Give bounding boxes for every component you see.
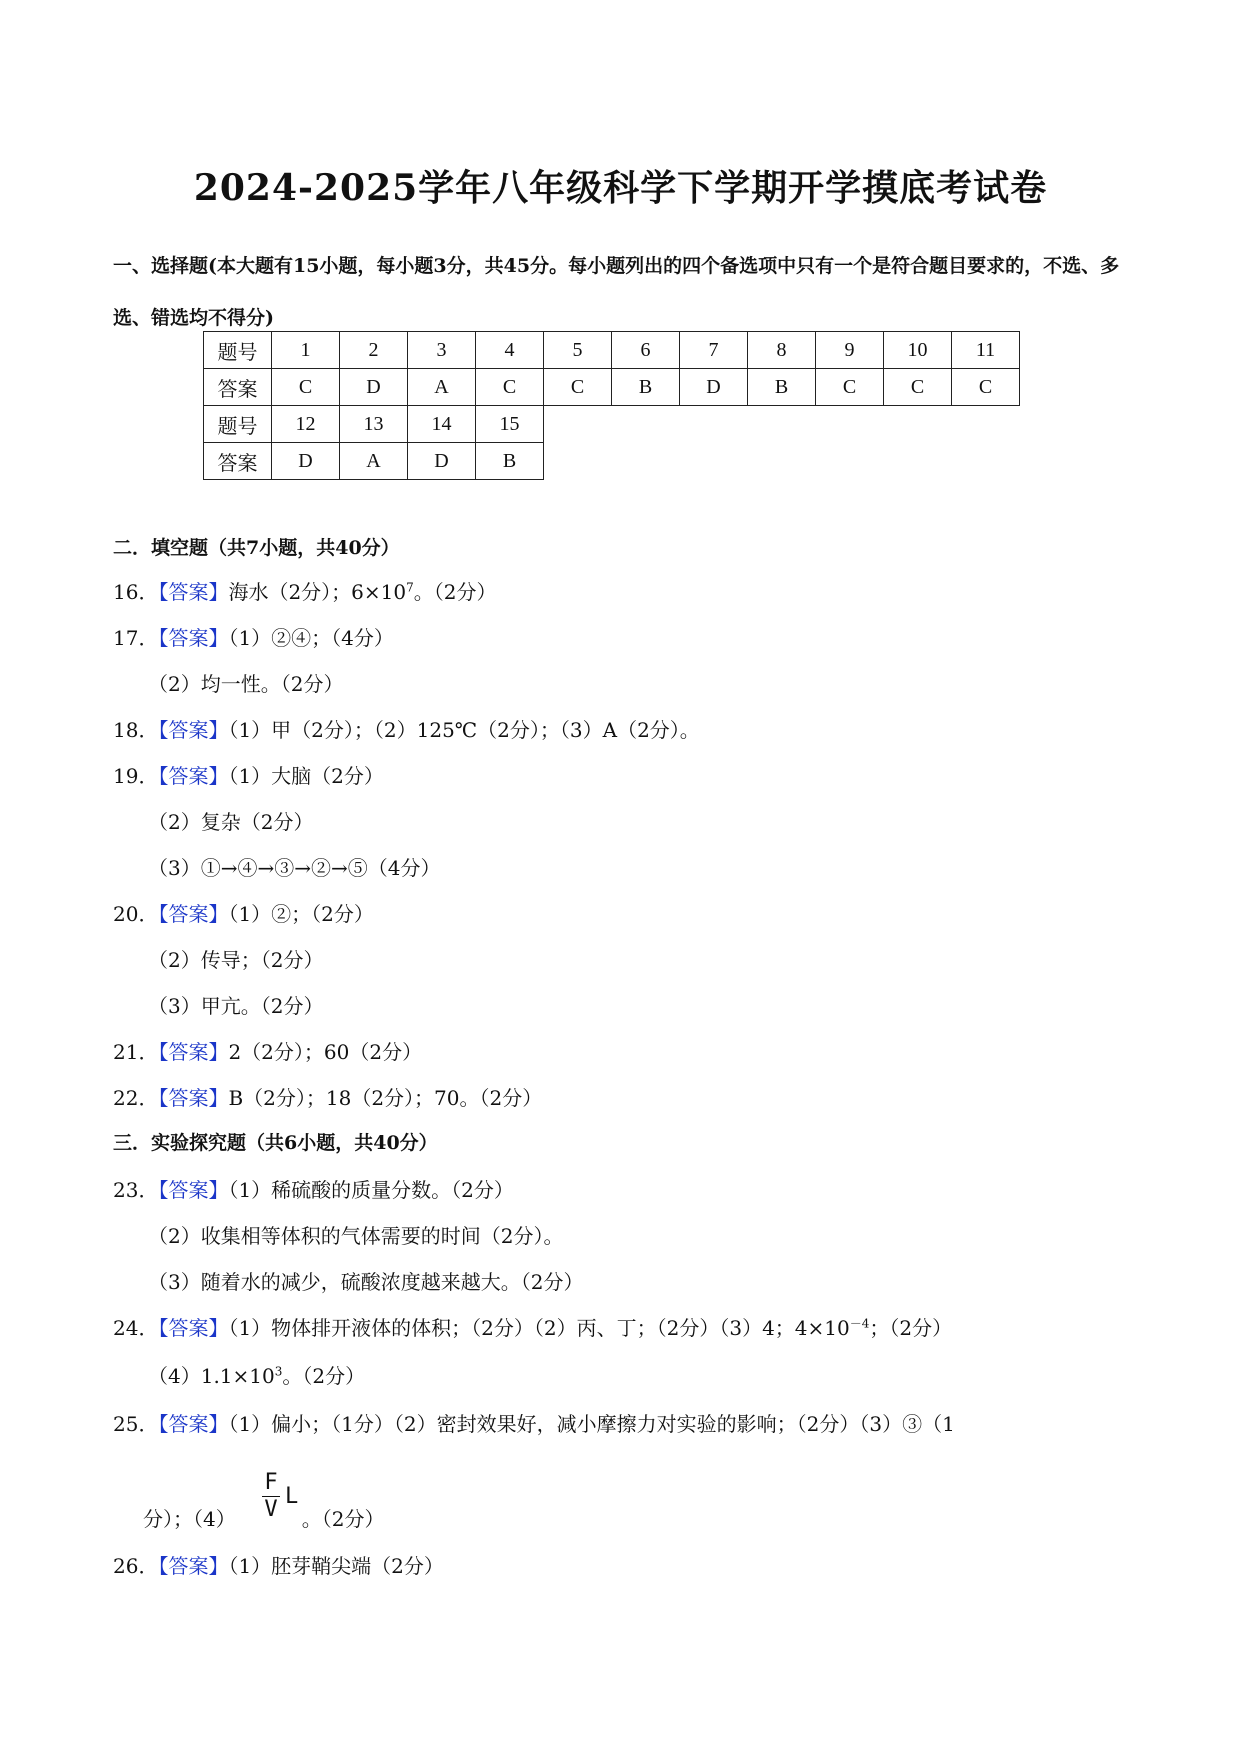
- table-cell: 12: [272, 406, 340, 443]
- table-row: [204, 406, 1020, 443]
- answer-26: 26．【答案】（1）胚芽鞘尖端（2分）: [113, 1554, 444, 1578]
- answer-tag: 【答案】: [158, 1040, 229, 1064]
- table-cell: 8: [748, 332, 816, 369]
- answer-tag: 【答案】: [158, 1316, 229, 1340]
- answer-20: 20．【答案】（1）②；（2分）: [113, 902, 374, 926]
- answer-20-line-3: （3）甲亢。（2分）: [148, 994, 324, 1018]
- answer-16: 16．【答案】海水（2分）；$6\times 10^7$。（2分）: [113, 580, 497, 604]
- table-cell: B: [612, 369, 680, 406]
- answer-17: 17．【答案】（1）②④；（4分）: [113, 626, 394, 650]
- answer-23: 23．【答案】（1）稀硫酸的质量分数。（2分）: [113, 1178, 514, 1202]
- table-cell: 4: [476, 332, 544, 369]
- table-cell: D: [272, 443, 340, 480]
- answer-19: 19．【答案】（1）大脑（2分）: [113, 764, 384, 788]
- answer-tag: 【答案】: [158, 718, 229, 742]
- table-row: [204, 369, 1020, 406]
- table-cell: A: [340, 443, 408, 480]
- table-cell: C: [816, 369, 884, 406]
- answer-tag: 【答案】: [158, 902, 229, 926]
- table-cell: 2: [340, 332, 408, 369]
- section-2-heading: 二．填空题（共7小题，共40分）: [113, 537, 400, 559]
- answer-24-line-2: $(4)1.1\times 10^3$。（2分）: [148, 1364, 366, 1388]
- answer-tag: 【答案】: [158, 1178, 229, 1202]
- table-cell: C: [952, 369, 1020, 406]
- table-cell: A: [408, 369, 476, 406]
- table-cell: 13: [340, 406, 408, 443]
- answer-23-line-2: （2）收集相等体积的气体需要的时间（2分）。: [148, 1224, 564, 1248]
- table-row: [204, 443, 1020, 480]
- answer-tag: 【答案】: [158, 1554, 229, 1578]
- answer-22: 22．【答案】B（2分）；18（2分）；70。（2分）: [113, 1086, 543, 1110]
- table-cell: 10: [884, 332, 952, 369]
- answer-18: 18．【答案】（1）甲（2分）；（2）125℃（2分）；（3）A（2分）。: [113, 718, 700, 742]
- table-cell: 9: [816, 332, 884, 369]
- table-row: [204, 332, 1020, 369]
- table-cell: C: [272, 369, 340, 406]
- fraction-f-over-v: F V: [262, 1470, 280, 1523]
- answer-19-line-2: （2）复杂（2分）: [148, 810, 314, 834]
- fraction-multiplier-l: L: [285, 1484, 299, 1509]
- row-label: 答案: [204, 443, 272, 480]
- table-cell: D: [680, 369, 748, 406]
- table-cell: C: [544, 369, 612, 406]
- table-cell: B: [748, 369, 816, 406]
- row-label: 题号: [204, 406, 272, 443]
- answer-25-line-2: 分）；（4） 。（2分）: [143, 1507, 385, 1531]
- table-cell: 1: [272, 332, 340, 369]
- row-label: 答案: [204, 369, 272, 406]
- table-cell: 3: [408, 332, 476, 369]
- page-title: 2024-2025学年八年级科学下学期开学摸底考试卷: [193, 167, 1048, 209]
- answer-tag: 【答案】: [158, 580, 229, 604]
- table-cell: D: [408, 443, 476, 480]
- answer-tag: 【答案】: [158, 1412, 229, 1436]
- answer-17-line-2: （2）均一性。（2分）: [148, 672, 344, 696]
- answer-21: 21．【答案】2（2分）；60（2分）: [113, 1040, 423, 1064]
- answer-tag: 【答案】: [158, 764, 229, 788]
- answer-23-line-3: （3）随着水的减少，硫酸浓度越来越大。（2分）: [148, 1270, 584, 1294]
- table-cell: 15: [476, 406, 544, 443]
- answer-table: [203, 331, 1020, 480]
- row-label: 题号: [204, 332, 272, 369]
- table-cell: 6: [612, 332, 680, 369]
- answer-20-line-2: （2）传导；（2分）: [148, 948, 324, 972]
- answer-tag: 【答案】: [158, 626, 229, 650]
- answer-tag: 【答案】: [158, 1086, 229, 1110]
- answer-24: 24．【答案】（1）物体排开液体的体积；（2分）（2）丙、丁；（2分）（3）4；$4\times 10^{-4}$；（2分）: [113, 1316, 953, 1340]
- table-cell: 7: [680, 332, 748, 369]
- table-cell: C: [884, 369, 952, 406]
- table-cell: 5: [544, 332, 612, 369]
- table-cell: B: [476, 443, 544, 480]
- section-3-heading: 三．实验探究题（共6小题，共40分）: [113, 1132, 438, 1154]
- answer-25: 25．【答案】（1）偏小；（1分）（2）密封效果好，减小摩擦力对实验的影响；（2分）（3）③（1: [113, 1412, 955, 1436]
- table-cell: 14: [408, 406, 476, 443]
- answer-19-line-3: （3）①→④→③→②→⑤（4分）: [148, 856, 441, 880]
- table-cell: D: [340, 369, 408, 406]
- table-cell: 11: [952, 332, 1020, 369]
- section-1-heading: 一、选择题(本大题有15小题，每小题3分，共45分。每小题列出的四个备选项中只有一个是符合题目要求的，不选、多选、错选均不得分): [113, 255, 1120, 329]
- table-cell: C: [476, 369, 544, 406]
